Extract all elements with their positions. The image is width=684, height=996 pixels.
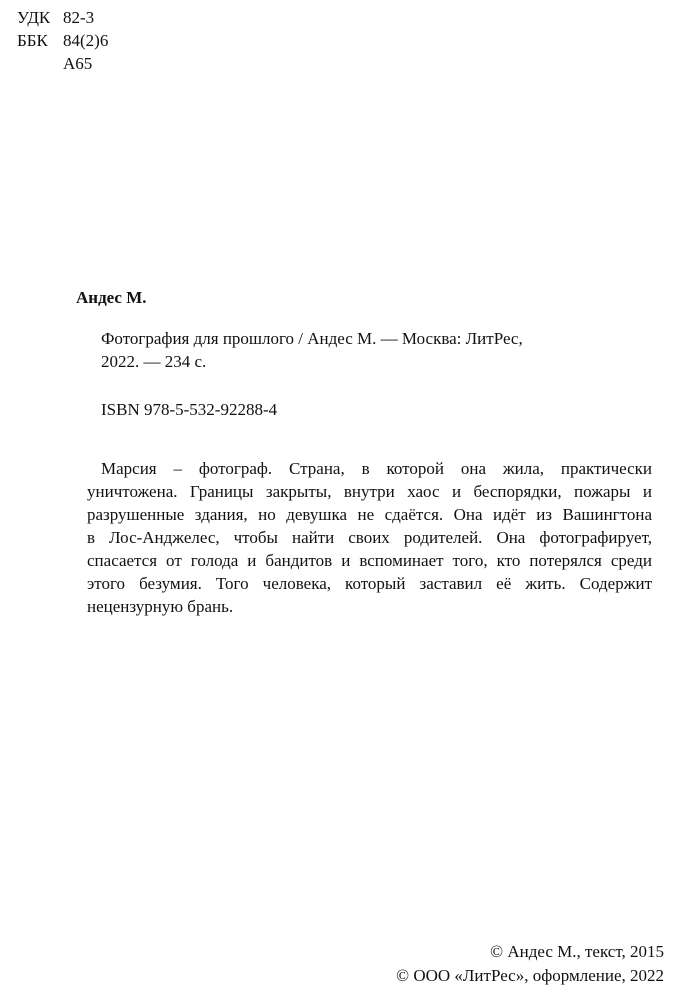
udk-value: 82-3 — [63, 8, 95, 27]
copyright-text: © Андес М., текст, 2015 — [490, 942, 664, 961]
annotation-line: Марсия – фотограф. Страна, в которой она жила, практически — [101, 459, 652, 478]
annotation-line: разрушенные здания, но девушка не сдаётся. Она идёт из Вашингтона — [87, 505, 652, 524]
bibliographic-line-title: Фотография для прошлого / Андес М. — Москва: ЛитРес, — [101, 329, 523, 348]
bbk-row — [17, 29, 108, 52]
annotation-line: в Лос-Анджелес, чтобы найти своих родителей. Она фотографирует, — [87, 528, 652, 547]
bibliographic-line-imprint: 2022. — 234 с. — [101, 352, 207, 371]
author-mark: А65 — [63, 54, 93, 73]
isbn: ISBN 978-5-532-92288-4 — [101, 400, 278, 419]
annotation-line: этого безумия. Того человека, который заставил её жить. Содержит — [87, 574, 652, 593]
bbk-value: 84(2)6 — [63, 31, 109, 50]
udk-row — [17, 6, 108, 29]
copyright-block — [396, 940, 664, 988]
annotation-line: уничтожена. Границы закрыты, внутри хаос и беспорядки, пожары и — [87, 482, 652, 501]
annotation-line: спасается от голода и бандитов и вспоминает того, кто потерялся среди — [87, 551, 652, 570]
udk-label: УДК — [17, 8, 51, 27]
annotation-line: нецензурную брань. — [87, 597, 234, 616]
copyright-design: © ООО «ЛитРес», оформление, 2022 — [396, 966, 664, 985]
bbk-label: ББК — [17, 31, 48, 50]
classification-codes — [17, 6, 108, 75]
author-heading: Андес М. — [76, 288, 147, 307]
bibliographic-record — [101, 327, 661, 373]
annotation — [87, 457, 652, 618]
author-mark-row — [17, 52, 108, 75]
